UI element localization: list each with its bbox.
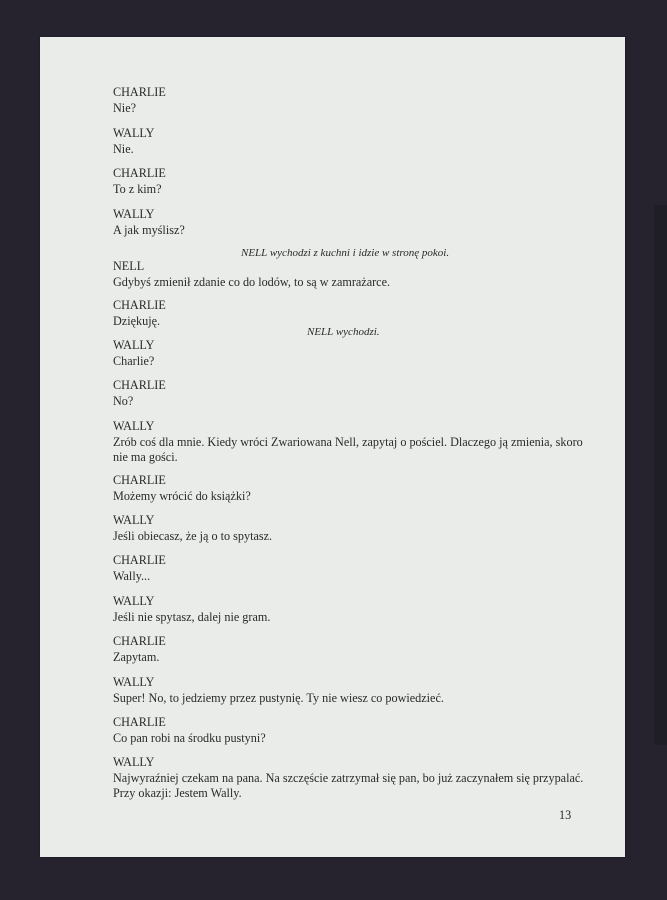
speaker-name: WALLY: [113, 126, 155, 140]
dialogue-block: [113, 473, 251, 504]
dialogue-line: To z kim?: [113, 181, 162, 196]
dialogue-block: [113, 675, 444, 706]
dialogue-line: nie ma gości.: [113, 450, 178, 464]
dialogue-line: Przy okazji: Jestem Wally.: [113, 786, 242, 800]
speaker-name: WALLY: [113, 675, 155, 689]
dialogue-line: Wally...: [113, 568, 151, 583]
dialogue-block: [113, 126, 154, 157]
dialogue-line: Najwyraźniej czekam na pana. Na szczęście zatrzymał się pan, bo już zaczynałem się przypalać.: [113, 770, 584, 785]
dialogue-line: Możemy wrócić do książki?: [113, 488, 251, 503]
dialogue-line: No?: [113, 393, 134, 408]
speaker-name: CHARLIE: [113, 378, 166, 392]
stage-direction: NELL wychodzi z kuchni i idzie w stronę pokoi.: [241, 247, 450, 259]
speaker-name: WALLY: [113, 594, 155, 608]
dialogue-block: [113, 298, 166, 329]
dialogue-block: [113, 634, 166, 665]
dialogue-block: [113, 166, 166, 197]
stage-direction: NELL wychodzi.: [307, 326, 380, 338]
speaker-name: CHARLIE: [113, 634, 166, 648]
speaker-name: WALLY: [113, 338, 155, 352]
dialogue-line: Jeśli nie spytasz, dalej nie gram.: [113, 609, 271, 624]
dialogue-line: Jeśli obiecasz, że ją o to spytasz.: [113, 528, 273, 543]
speaker-name: WALLY: [113, 207, 155, 221]
dialogue-block: [113, 715, 266, 746]
dialogue-block: [113, 594, 270, 625]
speaker-name: CHARLIE: [113, 166, 166, 180]
dialogue-line: Zrób coś dla mnie. Kiedy wróci Zwariowana Nell, zapytaj o pościel. Dlaczego ją zmienia, skoro: [113, 434, 583, 449]
speaker-name: WALLY: [113, 755, 155, 769]
dialogue-block: [113, 378, 166, 409]
speaker-name: CHARLIE: [113, 553, 166, 567]
dialogue-line: Nie.: [113, 141, 134, 156]
speaker-name: CHARLIE: [113, 473, 166, 487]
speaker-name: CHARLIE: [113, 715, 166, 729]
dialogue-block: [113, 553, 166, 584]
dialogue-block: [113, 85, 166, 116]
speaker-name: CHARLIE: [113, 85, 166, 99]
dialogue-line: Co pan robi na środku pustyni?: [113, 730, 266, 745]
dialogue-block: [113, 419, 583, 466]
speaker-name: NELL: [113, 259, 145, 273]
dialogue-block: [113, 338, 154, 369]
script-page: [40, 37, 625, 857]
dialogue-line: Charlie?: [113, 353, 155, 368]
speaker-name: CHARLIE: [113, 298, 166, 312]
dialogue-block: [113, 755, 583, 802]
dialogue-line: A jak myślisz?: [113, 222, 185, 237]
dialogue-block: [113, 259, 390, 290]
speaker-name: WALLY: [113, 513, 155, 527]
dialogue-line: Nie?: [113, 100, 137, 115]
dialogue-line: Gdybyś zmienił zdanie co do lodów, to są w zamrażarce.: [113, 274, 391, 289]
dialogue-block: [113, 513, 272, 544]
dialogue-block: [113, 207, 185, 238]
scan-edge: [654, 205, 667, 745]
page-number: 13: [559, 808, 572, 822]
dialogue-line: Dziękuję.: [113, 313, 161, 328]
speaker-name: WALLY: [113, 419, 155, 433]
dialogue-line: Zapytam.: [113, 649, 160, 664]
dialogue-line: Super! No, to jedziemy przez pustynię. Ty nie wiesz co powiedzieć.: [113, 690, 444, 705]
